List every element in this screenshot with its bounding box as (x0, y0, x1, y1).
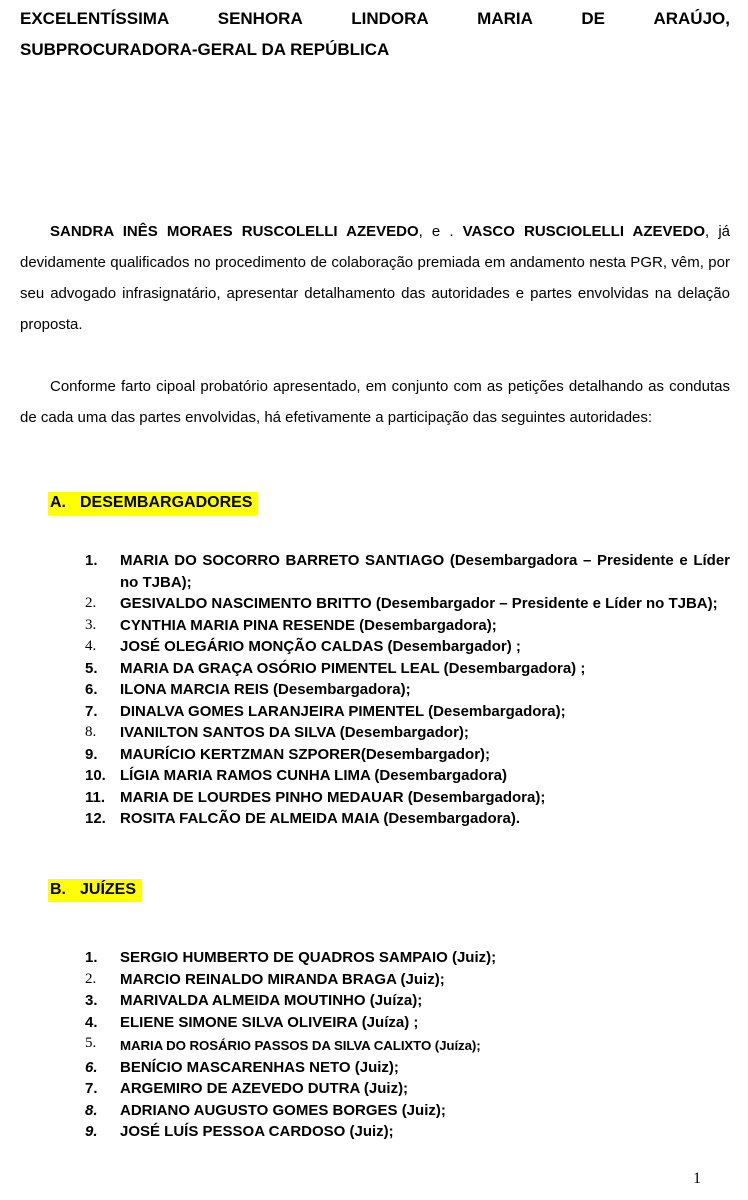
item-number: 3. (85, 616, 97, 633)
section-heading-highlight (48, 492, 258, 515)
authorities-paragraph (20, 371, 730, 433)
list-item (85, 1057, 730, 1079)
list-item (85, 593, 730, 615)
item-text: ROSITA FALCÃO DE ALMEIDA MAIA (Desembargadora). (120, 810, 521, 827)
list-item (85, 744, 730, 766)
list-item (85, 1033, 730, 1057)
item-text: SERGIO HUMBERTO DE QUADROS SAMPAIO (Juiz); (120, 949, 497, 966)
page-number: 1 (693, 1170, 701, 1187)
list-item (85, 658, 730, 680)
paragraph-text: Conforme farto cipoal probatório apresentado, em conjunto com as petições detalhando as condutas de cada uma das partes envolvidas, há efetivamente a participação das seguintes autoridades: (20, 378, 730, 426)
item-number: 9. (85, 1123, 98, 1140)
list-item (85, 969, 730, 991)
item-number: 5. (85, 659, 98, 677)
list-item (85, 808, 730, 830)
item-number: 1. (85, 949, 98, 966)
item-text: IVANILTON SANTOS DA SILVA (Desembargador); (120, 724, 469, 741)
item-text: ELIENE SIMONE SILVA OLIVEIRA (Juíza) ; (120, 1013, 419, 1031)
item-text: JOSÉ LUÍS PESSOA CARDOSO (Juiz); (120, 1123, 394, 1140)
paragraph-text: , já devidamente qualificados no procedimento de colaboração premiada em andamento nesta PGR, vêm, por seu advogado infrasignatário, apresentar detalhamento das autoridades e partes envolvidas na delação proposta. (20, 223, 730, 333)
list-item (85, 1100, 730, 1122)
item-text: MARCIO REINALDO MIRANDA BRAGA (Juiz); (120, 970, 445, 988)
item-number: 10. (85, 767, 106, 784)
item-number: 7. (85, 702, 98, 720)
item-text: CYNTHIA MARIA PINA RESENDE (Desembargadora); (120, 616, 497, 634)
item-text: DINALVA GOMES LARANJEIRA PIMENTEL (Desembargadora); (120, 702, 566, 720)
item-text: GESIVALDO NASCIMENTO BRITTO (Desembargador – Presidente e Líder no TJBA); (120, 595, 718, 612)
item-number: 4. (85, 638, 97, 654)
item-text: MARIVALDA ALMEIDA MOUTINHO (Juíza); (120, 992, 423, 1009)
item-number: 8. (85, 724, 97, 740)
person-name: VASCO RUSCIOLELLI AZEVEDO (462, 223, 706, 240)
item-number: 3. (85, 992, 98, 1009)
item-text: BENÍCIO MASCARENHAS NETO (Juiz); (120, 1058, 399, 1076)
item-number: 8. (85, 1101, 98, 1119)
list-item (85, 1012, 730, 1034)
item-number: 6. (85, 1058, 98, 1076)
list-item (85, 679, 730, 701)
list-item (85, 990, 730, 1012)
item-number: 6. (85, 681, 98, 698)
list-item (85, 550, 730, 593)
item-text: MARIA DO SOCORRO BARRETO SANTIAGO (Desembargadora – Presidente e Líder no TJBA); (120, 552, 730, 591)
section-heading-juizes (48, 879, 142, 902)
list-item (85, 765, 730, 787)
list-item (85, 787, 730, 809)
addressee-line-1: EXCELENTÍSSIMA SENHORA LINDORA MARIA DE ARAÚJO, (20, 9, 730, 28)
paragraph-text: , e . (418, 223, 463, 240)
item-text: JOSÉ OLEGÁRIO MONÇÃO CALDAS (Desembargador) ; (120, 638, 521, 655)
list-item (85, 615, 730, 637)
item-text: MARIA DO ROSÁRIO PASSOS DA SILVA CALIXTO (Juíza); (120, 1038, 481, 1053)
intro-paragraph (20, 216, 730, 340)
item-text: ILONA MARCIA REIS (Desembargadora); (120, 681, 411, 698)
section-heading-desembargadores (48, 492, 258, 515)
addressee-header (20, 3, 730, 65)
list-item (85, 636, 730, 658)
list-item (85, 1078, 730, 1100)
item-number: 4. (85, 1013, 98, 1031)
desembargadores-list (85, 550, 730, 830)
section-letter: B. (50, 881, 66, 898)
item-number: 7. (85, 1080, 98, 1097)
item-number: 2. (85, 595, 97, 611)
juizes-list (85, 947, 730, 1143)
section-title: JUÍZES (80, 881, 137, 898)
item-number: 11. (85, 788, 106, 806)
item-number: 5. (85, 1035, 97, 1051)
section-heading-highlight (48, 879, 142, 902)
item-number: 9. (85, 745, 98, 763)
item-text: MARIA DE LOURDES PINHO MEDAUAR (Desembargadora); (120, 788, 546, 806)
item-number: 2. (85, 970, 97, 987)
list-item (85, 947, 730, 969)
list-item (85, 701, 730, 723)
addressee-line-2: SUBPROCURADORA-GERAL DA REPÚBLICA (20, 40, 390, 59)
item-text: MAURÍCIO KERTZMAN SZPORER(Desembargador); (120, 745, 491, 763)
list-item (85, 1121, 730, 1143)
person-name: SANDRA INÊS MORAES RUSCOLELLI AZEVEDO (50, 223, 419, 240)
list-item (85, 722, 730, 744)
section-letter: A. (50, 494, 66, 511)
item-text: ARGEMIRO DE AZEVEDO DUTRA (Juiz); (120, 1080, 409, 1097)
section-title: DESEMBARGADORES (80, 494, 253, 511)
item-text: MARIA DA GRAÇA OSÓRIO PIMENTEL LEAL (Desembargadora) ; (120, 659, 586, 677)
item-number: 1. (85, 552, 98, 569)
item-text: LÍGIA MARIA RAMOS CUNHA LIMA (Desembargadora) (120, 767, 507, 784)
item-text: ADRIANO AUGUSTO GOMES BORGES (Juiz); (120, 1101, 446, 1119)
item-number: 12. (85, 810, 106, 827)
